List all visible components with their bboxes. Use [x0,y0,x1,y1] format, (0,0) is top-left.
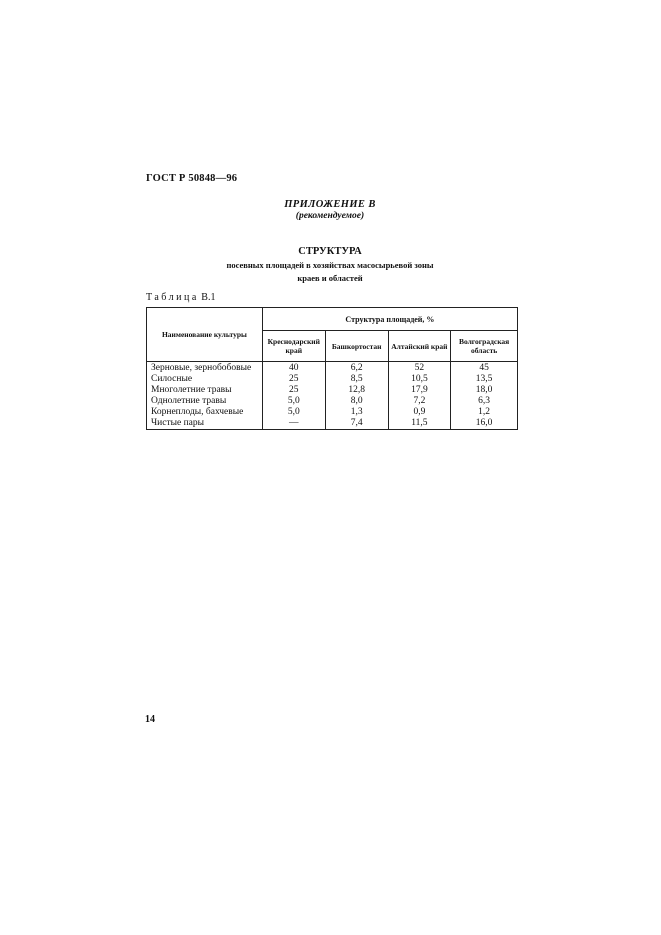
row-value: 13,5 [451,374,518,385]
header-column: Кpeснoдарский край [262,331,325,362]
row-value: 5,0 [262,396,325,407]
appendix-title: ПРИЛОЖЕНИЕ В [284,199,376,210]
row-value: 12,8 [325,385,388,396]
row-value: 18,0 [451,385,518,396]
row-value: 25 [262,385,325,396]
row-name: Чистые пары [147,418,263,430]
table-row [147,374,518,385]
row-name: Многолетние травы [147,385,263,396]
table-row [147,385,518,396]
row-value: 6,3 [451,396,518,407]
table-row [147,407,518,418]
structure-subtitle-line2: краев и областей [297,273,363,283]
row-value: 8,5 [325,374,388,385]
row-name: Однолетние травы [147,396,263,407]
row-name: Зерновые, зернобобовые [147,362,263,375]
row-value: 8,0 [325,396,388,407]
header-column: Волгоградская область [451,331,518,362]
row-value: 0,9 [388,407,451,418]
row-value: 17,9 [388,385,451,396]
row-name: Корнеплоды, бахчевые [147,407,263,418]
table-row [147,362,518,375]
structure-title: СТРУКТУРА [298,246,362,257]
table-label [146,292,215,303]
row-value: 1,3 [325,407,388,418]
header-crop-name: Наименование культуры [147,308,263,362]
row-value: 7,2 [388,396,451,407]
row-value: 40 [262,362,325,375]
row-value: — [262,418,325,430]
header-structure-group: Структура площадей, % [262,308,517,331]
row-value: 25 [262,374,325,385]
row-value: 7,4 [325,418,388,430]
row-value: 6,2 [325,362,388,375]
appendix-note: (рекомендуемое) [295,211,365,221]
row-name: Силосные [147,374,263,385]
header-column: Башкортостан [325,331,388,362]
table-label-number: В.1 [201,292,216,303]
table-row [147,396,518,407]
row-value: 16,0 [451,418,518,430]
table-row [147,418,518,430]
header-column: Алтайский край [388,331,451,362]
row-value: 52 [388,362,451,375]
structure-subtitle-line1: посевных площадей в хозяйствах масосырьевой зоны [226,260,434,270]
crop-structure-table [146,307,518,430]
row-value: 10,5 [388,374,451,385]
table-label-prefix: Таблица [146,292,199,303]
row-value: 11,5 [388,418,451,430]
row-value: 1,2 [451,407,518,418]
row-value: 45 [451,362,518,375]
row-value: 5,0 [262,407,325,418]
page-number: 14 [145,714,155,725]
document-code: ГОСТ Р 50848—96 [146,173,238,184]
